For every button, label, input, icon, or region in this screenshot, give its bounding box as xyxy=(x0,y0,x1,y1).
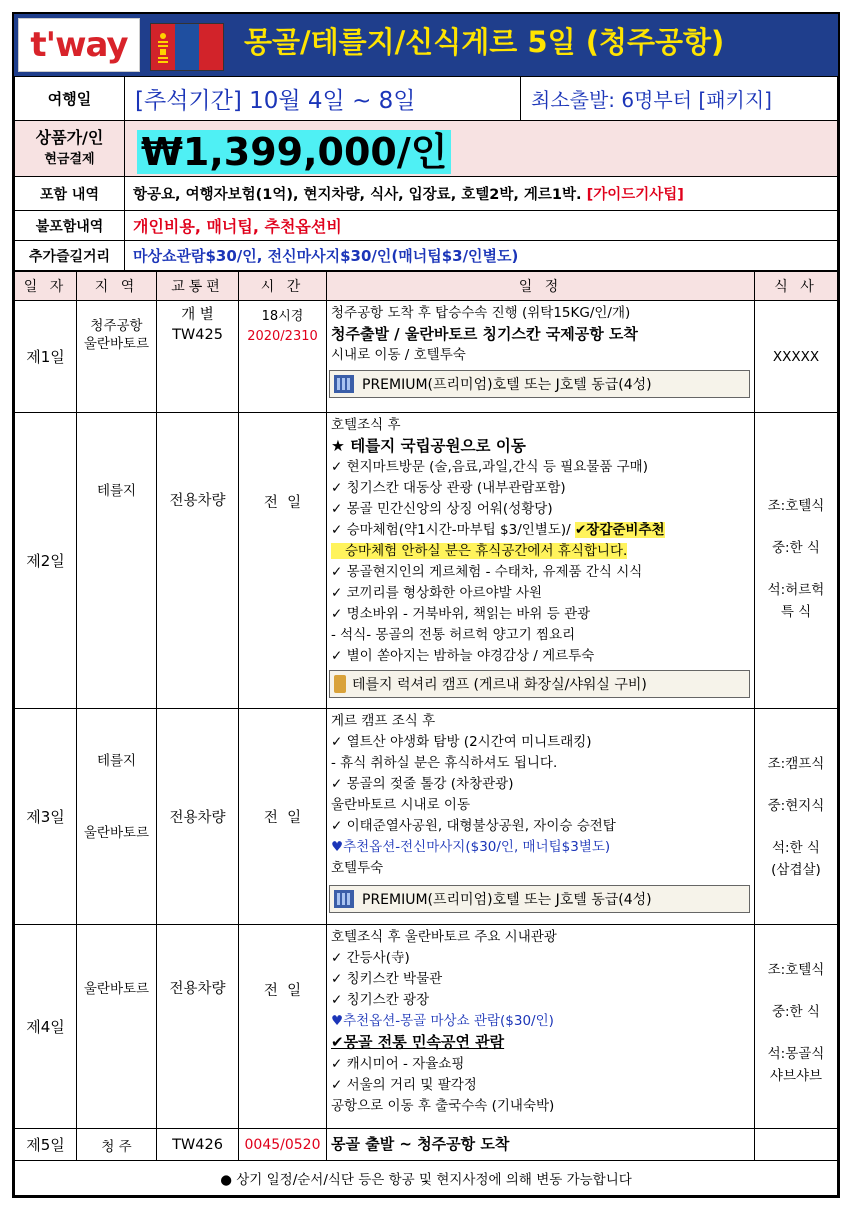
region-text: 청 주 xyxy=(101,1138,132,1155)
schedule-line xyxy=(327,1032,754,1054)
extra-label: 추가즐길거리 xyxy=(15,241,125,271)
schedule-line: ✓ 이태준열사공원, 대형불상공원, 자이승 승전탑 xyxy=(331,818,616,834)
schedule-line: 호텔투숙 xyxy=(331,860,384,876)
time-cell xyxy=(239,301,327,413)
transport-text: 전용차량 xyxy=(169,493,226,509)
meal-text: 특 식 xyxy=(780,604,812,620)
header-time: 시 간 xyxy=(239,272,327,301)
include-label: 포함 내역 xyxy=(15,177,125,211)
extra-value: 마상쇼관람$30/인, 전신마사지$30/인(매너팁$3/인별도) xyxy=(125,241,838,271)
page-title: 몽골/테를지/신식게르 5일 (청주공항) xyxy=(244,25,725,59)
schedule-text: 승마체험 안하실 분은 휴식공간에서 휴식합니다. xyxy=(331,543,627,559)
header-meal: 식 사 xyxy=(755,272,838,301)
header-banner xyxy=(14,14,838,76)
schedule-cell xyxy=(327,413,755,709)
schedule-line: 몽골 출발 ~ 청주공항 도착 xyxy=(331,1135,510,1153)
meal-text: 조:캠프식 xyxy=(767,756,825,772)
hotel-box xyxy=(329,370,750,398)
schedule-cell xyxy=(327,925,755,1129)
schedule-line: 공항으로 이동 후 출국수속 (기내숙박) xyxy=(331,1098,555,1114)
transport-cell xyxy=(157,413,239,709)
schedule-table xyxy=(14,271,838,1196)
include-extra: [가이드기사팁] xyxy=(586,187,684,203)
meal-text: 석:허르헉 xyxy=(767,582,825,598)
meal-text: 중:현지식 xyxy=(767,798,825,814)
schedule-header-row xyxy=(15,272,838,301)
transport-cell xyxy=(157,709,239,925)
day-cell: 제5일 xyxy=(15,1129,77,1161)
time-text: 0045/0520 xyxy=(244,1136,321,1153)
header-schedule: 일 정 xyxy=(327,272,755,301)
schedule-line: ✓ 칭기스칸 광장 xyxy=(331,992,430,1008)
transport-cell xyxy=(157,925,239,1129)
meal-cell xyxy=(755,925,838,1129)
meal-text: XXXXX xyxy=(772,348,820,365)
price-value: ₩1,399,000/인 xyxy=(137,130,451,174)
schedule-line: - 휴식 취하실 분은 휴식하셔도 됩니다. xyxy=(331,755,558,771)
price-label-2: 현금결제 xyxy=(44,151,95,167)
table-row xyxy=(15,301,838,413)
meal-text: 조:호텔식 xyxy=(767,498,825,514)
region-text: 울란바토르 xyxy=(83,336,150,352)
region-text: 청주공항 xyxy=(90,318,143,334)
footer-row xyxy=(15,1161,838,1196)
schedule-line: 호텔조식 후 울란바토르 주요 시내관광 xyxy=(331,929,557,945)
include-cell xyxy=(125,177,838,211)
header-transport: 교통편 xyxy=(157,272,239,301)
schedule-line: ✓ 캐시미어 - 자율쇼핑 xyxy=(331,1056,465,1072)
region-text: 테를지 xyxy=(96,753,137,769)
day-cell: 제2일 xyxy=(15,413,77,709)
header-day: 일 자 xyxy=(15,272,77,301)
transport-text: 전용차량 xyxy=(169,810,226,826)
hotel-text: 테를지 럭셔리 캠프 (게르내 화장실/샤워실 구비) xyxy=(352,677,647,693)
footer-note: ● 상기 일정/순서/식단 등은 항공 및 현지사정에 의해 변동 가능합니다 xyxy=(15,1161,838,1196)
transport-text: 전용차량 xyxy=(169,981,226,997)
schedule-line: ♥추천옵션-전신마사지($30/인, 매너팁$3별도) xyxy=(331,839,611,855)
time-cell xyxy=(239,413,327,709)
time-text: 2020/2310 xyxy=(247,329,318,344)
meal-text: 샤브샤브 xyxy=(769,1068,823,1084)
schedule-line: ✓ 별이 쏟아지는 밤하늘 야경감상 / 게르투숙 xyxy=(331,648,595,664)
meal-text: 조:호텔식 xyxy=(767,962,825,978)
region-cell xyxy=(77,709,157,925)
schedule-line: ✓ 칭기스칸 대동상 관광 (내부관람포함) xyxy=(331,480,566,496)
info-table xyxy=(14,76,838,271)
schedule-line: 시내로 이동 / 호텔투숙 xyxy=(331,347,466,363)
time-text: 전 일 xyxy=(263,495,302,511)
header-region: 지 역 xyxy=(77,272,157,301)
day-cell: 제3일 xyxy=(15,709,77,925)
meal-text: 석:한 식 xyxy=(772,840,820,856)
meal-cell xyxy=(755,301,838,413)
camp-tent-icon xyxy=(334,675,346,693)
schedule-cell xyxy=(327,301,755,413)
date-label: 여행일 xyxy=(15,77,125,121)
meal-text: 석:몽골식 xyxy=(767,1046,825,1062)
schedule-line: ✓ 열트산 야생화 탐방 (2시간여 미니트래킹) xyxy=(331,734,592,750)
day-cell: 제4일 xyxy=(15,925,77,1129)
hotel-box xyxy=(329,670,750,698)
hotel-building-icon xyxy=(334,375,354,393)
meal-text: (삼겹살) xyxy=(771,862,821,878)
mongolia-flag-icon xyxy=(150,23,224,71)
schedule-line: ✓ 코끼리를 형상화한 아르야발 사원 xyxy=(331,585,543,601)
region-text: 울란바토르 xyxy=(83,825,150,841)
schedule-line xyxy=(327,541,754,562)
meal-cell xyxy=(755,709,838,925)
hotel-text: PREMIUM(프리미엄)호텔 또는 J호텔 동급(4성) xyxy=(362,377,652,393)
region-cell xyxy=(77,301,157,413)
region-text: 테를지 xyxy=(96,483,137,499)
table-row xyxy=(15,925,838,1129)
schedule-line: ✓ 몽골의 젖줄 톨강 (차창관광) xyxy=(331,776,514,792)
region-cell xyxy=(77,413,157,709)
time-text: 18시경 xyxy=(261,309,304,324)
meal-cell xyxy=(755,413,838,709)
transport-text: 개 별 xyxy=(181,307,214,323)
transport-cell xyxy=(157,301,239,413)
meal-text: 중:한 식 xyxy=(772,1004,820,1020)
schedule-cell xyxy=(327,1129,755,1161)
schedule-line: 청주출발 / 울란바토르 칭기스칸 국제공항 도착 xyxy=(331,325,638,343)
region-cell xyxy=(77,925,157,1129)
glove-tip: ✔장갑준비추천 xyxy=(575,522,665,538)
exclude-label: 불포함내역 xyxy=(15,211,125,241)
time-text: 전 일 xyxy=(263,810,302,826)
time-text: 전 일 xyxy=(263,983,302,999)
table-row xyxy=(15,1129,838,1161)
schedule-line: ✓ 칭키스칸 박물관 xyxy=(331,971,443,987)
min-departure: 최소출발: 6명부터 [패키지] xyxy=(521,77,838,121)
meal-cell xyxy=(755,1129,838,1161)
schedule-line: 청주공항 도착 후 탑승수속 진행 (위탁15KG/인/개) xyxy=(331,305,631,321)
schedule-line: ✓ 명소바위 - 거북바위, 책읽는 바위 등 관광 xyxy=(331,606,591,622)
schedule-line: ★ 테를지 국립공원으로 이동 xyxy=(331,437,526,455)
meal-text: 중:한 식 xyxy=(772,540,820,556)
include-value: 항공요, 여행자보험(1억), 현지차량, 식사, 입장료, 호텔2박, 게르1박. xyxy=(133,187,582,203)
schedule-line: - 석식- 몽골의 전통 허르헉 양고기 찜요리 xyxy=(331,627,576,643)
schedule-line: ✓ 몽골현지인의 게르체험 - 수태차, 유제품 간식 시식 xyxy=(331,564,643,580)
region-cell xyxy=(77,1129,157,1161)
region-text: 울란바토르 xyxy=(83,981,150,997)
schedule-line: 울란바토르 시내로 이동 xyxy=(331,797,470,813)
schedule-line: ✓ 현지마트방문 (술,음료,과일,간식 등 필요물품 구매) xyxy=(331,459,648,475)
exclude-value: 개인비용, 매너팁, 추천옵션비 xyxy=(125,211,838,241)
schedule-line xyxy=(327,520,754,541)
schedule-line: ✓ 간등사(寺) xyxy=(331,950,410,966)
schedule-line: ♥추천옵션-몽골 마상쇼 관람($30/인) xyxy=(331,1013,554,1029)
price-cell xyxy=(125,121,838,177)
tway-logo: t'way xyxy=(18,18,140,72)
hotel-building-icon xyxy=(334,890,354,908)
transport-text: TW425 xyxy=(172,327,223,343)
table-row xyxy=(15,413,838,709)
time-cell xyxy=(239,709,327,925)
schedule-cell xyxy=(327,709,755,925)
day-cell: 제1일 xyxy=(15,301,77,413)
time-cell xyxy=(239,925,327,1129)
table-row xyxy=(15,709,838,925)
schedule-text: ✓ 승마체험(약1시간-마부팁 $3/인별도)/ xyxy=(331,522,571,538)
date-value: [추석기간] 10월 4일 ~ 8일 xyxy=(125,77,521,121)
hotel-text: PREMIUM(프리미엄)호텔 또는 J호텔 동급(4성) xyxy=(362,892,652,908)
hotel-box xyxy=(329,885,750,913)
price-label-1: 상품가/인 xyxy=(35,127,104,147)
price-label xyxy=(15,121,125,177)
schedule-line: ✓ 서울의 거리 및 팔각정 xyxy=(331,1077,477,1093)
schedule-line: ✓ 몽골 민간신앙의 상징 어워(성황당) xyxy=(331,501,553,517)
itinerary-sheet xyxy=(12,12,840,1198)
transport-cell xyxy=(157,1129,239,1161)
schedule-line: 호텔조식 후 xyxy=(331,417,401,433)
schedule-text: ✔몽골 전통 민속공연 관람 xyxy=(331,1033,505,1051)
time-cell xyxy=(239,1129,327,1161)
schedule-line: 게르 캠프 조식 후 xyxy=(331,713,436,729)
transport-text: TW426 xyxy=(172,1136,223,1153)
